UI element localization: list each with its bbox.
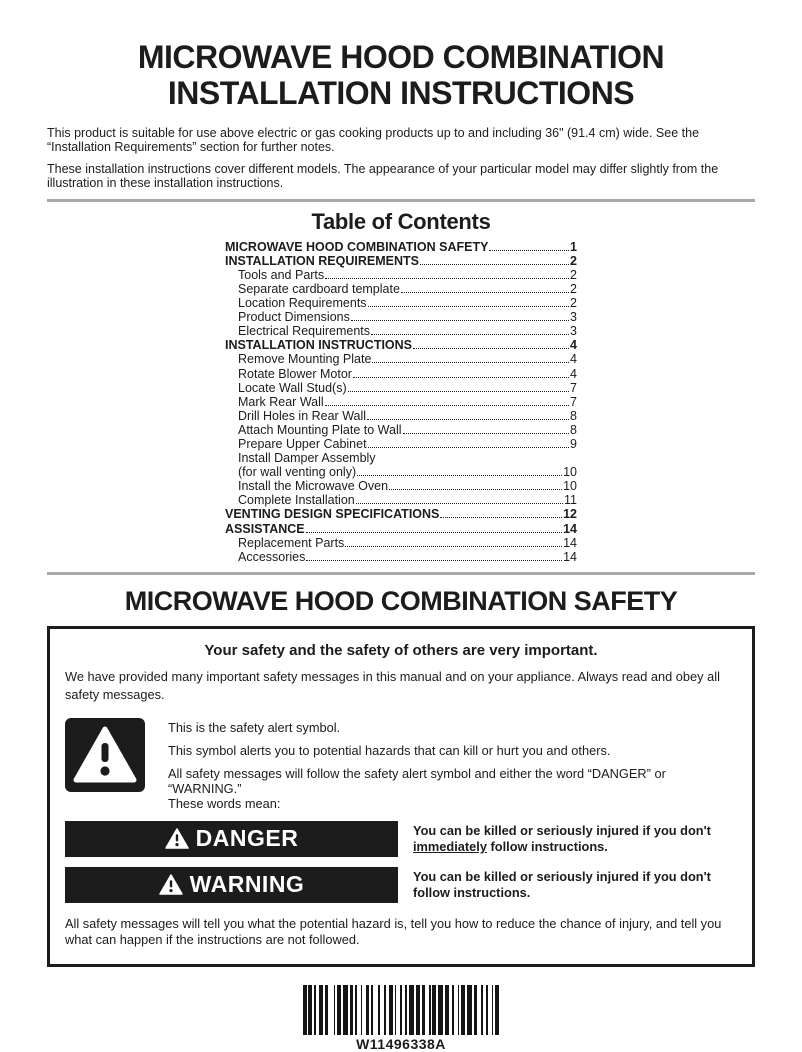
toc-page-number: 2 — [570, 253, 577, 268]
toc-page-number: 11 — [564, 493, 577, 508]
warning-banner — [65, 867, 398, 903]
toc-page-number: 2 — [570, 281, 577, 296]
toc-entry-label: (for wall venting only) — [238, 465, 357, 480]
toc-row — [225, 437, 577, 451]
safety-box-heading: Your safety and the safety of others are very important. — [204, 641, 598, 659]
toc-entry-label: MICROWAVE HOOD COMBINATION SAFETY — [225, 239, 489, 254]
safety-alert-icon — [65, 718, 145, 792]
toc-page-number: 10 — [563, 479, 577, 494]
toc-page-number: 14 — [563, 549, 577, 564]
warning-triangle-icon — [159, 874, 183, 895]
toc-row — [225, 451, 577, 465]
toc-row — [225, 522, 577, 536]
toc-entry-label: Install Damper Assembly — [238, 451, 376, 466]
toc-page-number: 8 — [570, 408, 577, 423]
toc-entry-label: Product Dimensions — [238, 310, 350, 325]
toc-dot-leader — [401, 283, 569, 293]
warning-text: You can be killed or seriously injured if you don't follow instructions. — [413, 868, 711, 900]
safety-alert-text — [168, 718, 737, 811]
toc-dot-leader — [306, 551, 562, 561]
toc-row — [225, 465, 577, 479]
toc-entry-label: Locate Wall Stud(s) — [238, 380, 347, 395]
toc-entry-label: Electrical Requirements — [238, 324, 370, 339]
toc-title: Table of Contents — [311, 208, 491, 234]
toc-row — [225, 423, 577, 437]
danger-text-underlined: immediately — [413, 838, 487, 854]
safety-alert-row — [65, 718, 737, 811]
toc-dot-leader — [351, 311, 569, 321]
intro-paragraph-1: This product is suitable for use above electric or gas cooking products up to and including 36" (91.4 cm) wide. See the “Installation Requirements” section for further notes. — [47, 125, 700, 155]
toc-entry-label: Replacement Parts — [238, 535, 345, 550]
toc-entry-label: Complete Installation — [238, 493, 355, 508]
toc-page-number: 9 — [570, 436, 577, 451]
alert-line-2: This symbol alerts you to potential hazards that can kill or hurt you and others. — [168, 742, 611, 758]
toc-row — [225, 493, 577, 507]
toc-page-number: 4 — [570, 338, 577, 353]
toc-page-number: 7 — [570, 394, 577, 409]
page-title-line1: MICROWAVE HOOD COMBINATION — [137, 39, 665, 75]
page-title-line2: INSTALLATION INSTRUCTIONS — [167, 74, 635, 111]
toc-entry-label: Rotate Blower Motor — [238, 366, 352, 381]
safety-box — [47, 626, 755, 967]
alert-line-4: These words mean: — [168, 795, 281, 811]
alert-line-1: This is the safety alert symbol. — [168, 719, 341, 735]
alert-line-3: All safety messages will follow the safety alert symbol and either the word “DANGER” or “WARNING.” — [168, 765, 666, 796]
toc-row — [225, 282, 577, 296]
toc-entry-label: INSTALLATION INSTRUCTIONS — [225, 338, 413, 353]
toc-page-number: 8 — [570, 422, 577, 437]
toc-dot-leader — [306, 523, 562, 533]
toc-dot-leader — [345, 537, 562, 547]
safety-box-intro: We have provided many important safety messages in this manual and on your appliance. Always read and obey all safety messages. — [65, 668, 720, 702]
toc-dot-leader — [413, 339, 569, 349]
danger-text-pre: You can be killed or seriously injured if you don't — [413, 822, 711, 838]
toc-dot-leader — [357, 466, 562, 476]
toc-row — [225, 296, 577, 310]
toc-row — [225, 381, 577, 395]
section-divider-safety — [47, 572, 755, 575]
toc-dot-leader — [440, 508, 562, 518]
toc-page-number: 7 — [570, 380, 577, 395]
warning-row — [65, 867, 737, 903]
danger-text — [413, 823, 737, 855]
toc-entry-label: Mark Rear Wall — [238, 394, 324, 409]
toc-dot-leader — [353, 368, 569, 378]
barcode-bars — [303, 985, 499, 1035]
safety-section-title: MICROWAVE HOOD COMBINATION SAFETY — [124, 585, 678, 616]
toc-page-number: 2 — [570, 267, 577, 282]
toc-entry-label: VENTING DESIGN SPECIFICATIONS — [225, 507, 440, 522]
toc-row — [225, 240, 577, 254]
toc-dot-leader — [372, 353, 569, 363]
toc-entry-label: ASSISTANCE — [225, 521, 305, 536]
danger-banner — [65, 821, 398, 857]
danger-text-post: follow instructions. — [486, 838, 608, 854]
toc-dot-leader — [356, 494, 563, 504]
toc-entry-label: Tools and Parts — [238, 267, 325, 282]
intro-paragraph-2: These installation instructions cover different models. The appearance of your particular model may differ slightly from the illustration in these installation instructions. — [47, 161, 719, 191]
barcode-bar — [495, 985, 499, 1035]
toc-row — [225, 395, 577, 409]
toc-dot-leader — [489, 241, 569, 251]
toc-page-number: 14 — [563, 535, 577, 550]
toc-row — [225, 338, 577, 352]
toc-dot-leader — [348, 382, 569, 392]
toc-entry-label: Separate cardboard template — [238, 281, 400, 296]
toc-dot-leader — [420, 255, 569, 265]
toc-dot-leader — [403, 424, 570, 434]
toc-page-number: 1 — [570, 239, 577, 254]
toc-row — [225, 324, 577, 338]
barcode-label: W11496338A — [356, 1035, 446, 1052]
toc-entry-label: Prepare Upper Cabinet — [238, 436, 367, 451]
toc-entry-label: INSTALLATION REQUIREMENTS — [225, 253, 419, 268]
toc-page-number: 4 — [570, 352, 577, 367]
toc-row — [225, 367, 577, 381]
toc-row — [225, 479, 577, 493]
toc-dot-leader — [368, 438, 570, 448]
toc-row — [225, 536, 577, 550]
toc-entry-label: Remove Mounting Plate — [238, 352, 372, 367]
toc-row — [225, 254, 577, 268]
table-of-contents — [225, 209, 577, 564]
toc-row — [225, 507, 577, 521]
section-divider-top — [47, 199, 755, 202]
toc-page-number: 12 — [563, 507, 577, 522]
toc-page-number: 14 — [563, 521, 577, 536]
toc-dot-leader — [371, 325, 569, 335]
warning-label: WARNING — [189, 871, 305, 898]
toc-entry-label: Accessories — [238, 549, 306, 564]
toc-list — [225, 240, 577, 564]
toc-row — [225, 268, 577, 282]
toc-dot-leader — [325, 269, 569, 279]
toc-page-number: 3 — [570, 324, 577, 339]
toc-page-number: 3 — [570, 310, 577, 325]
toc-page-number: 10 — [563, 465, 577, 480]
toc-page-number: 2 — [570, 296, 577, 311]
barcode — [47, 985, 755, 1052]
toc-dot-leader — [367, 410, 569, 420]
toc-row — [225, 550, 577, 564]
toc-entry-label: Location Requirements — [238, 296, 367, 311]
toc-row — [225, 352, 577, 366]
toc-dot-leader — [368, 297, 570, 307]
page-title — [47, 40, 755, 112]
toc-dot-leader — [325, 396, 569, 406]
toc-row — [225, 409, 577, 423]
danger-row — [65, 821, 737, 857]
warning-triangle-icon — [165, 828, 189, 849]
intro-section — [47, 126, 755, 191]
toc-page-number: 4 — [570, 366, 577, 381]
toc-dot-leader — [389, 480, 562, 490]
danger-label: DANGER — [195, 825, 299, 852]
toc-entry-label: Install the Microwave Oven — [238, 479, 389, 494]
toc-entry-label: Drill Holes in Rear Wall — [238, 408, 367, 423]
toc-entry-label: Attach Mounting Plate to Wall — [238, 422, 402, 437]
safety-footer-text: All safety messages will tell you what the potential hazard is, tell you how to reduce the chance of injury, and tell you what can happen if the instructions are not followed. — [65, 915, 722, 947]
toc-row — [225, 310, 577, 324]
